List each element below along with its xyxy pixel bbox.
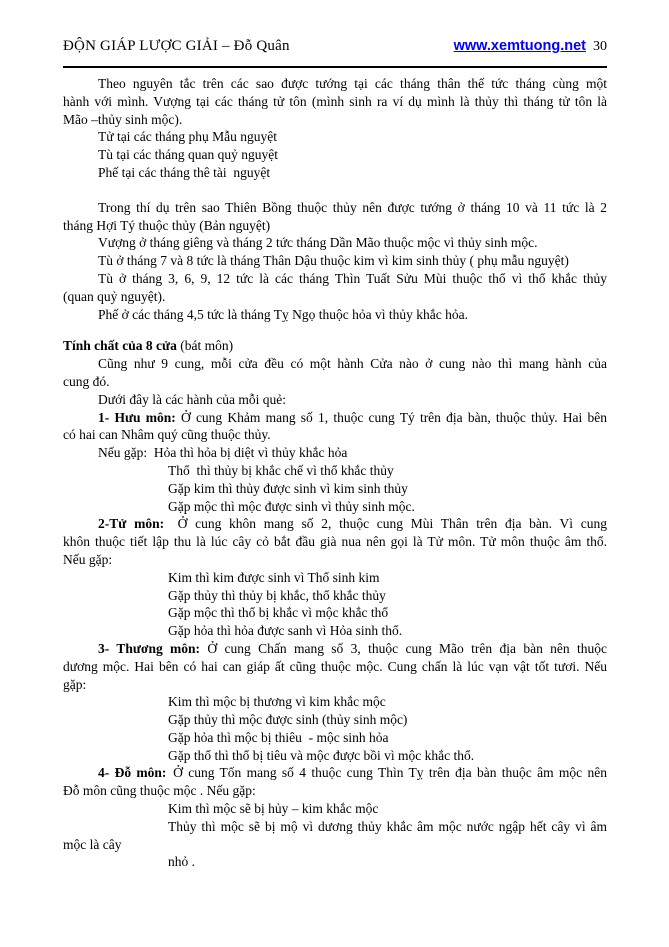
item-label: 1- Hưu môn:: [98, 409, 176, 425]
header-right: [454, 36, 607, 57]
paragraph-line: Vượng ở tháng giêng và tháng 2 tức tháng Dần Mão thuộc mộc vì thủy sinh mộc.: [98, 235, 538, 251]
page-number: 30: [593, 39, 607, 54]
header-title: ĐỘN GIÁP LƯỢC GIẢI – Đỗ Quân: [63, 38, 290, 54]
list-line: Thổ thì thủy bị khắc chế vì thổ khắc thủy: [168, 462, 394, 478]
list-line: Kim thì kim được sinh vì Thổ sinh kim: [168, 569, 380, 585]
list-line: Nếu gặp: Hỏa thì hỏa bị diệt vì thủy khắc hỏa: [98, 445, 348, 461]
paragraph-line: Dưới đây là các hành của mỗi quẻ:: [98, 391, 287, 407]
item-do-mon-line: [63, 764, 607, 782]
blank-line: [63, 182, 607, 199]
list-line: Gặp hỏa thì mộc bị thiêu - mộc sinh hỏa: [168, 729, 389, 745]
item-label: 4- Đỗ môn:: [98, 765, 167, 781]
paragraph-line: khôn thuộc tiết lập thu là lúc cây cỏ bắt đầu già nua nên gọi là Tử môn. Tử môn thuộc âm thổ.: [63, 534, 607, 550]
list-line: Gặp thủy thì mộc được sinh (thủy sinh mộc): [168, 712, 408, 728]
paragraph-line: nhỏ .: [168, 854, 195, 870]
paragraph-line: gặp:: [63, 676, 87, 692]
paragraph-line: Theo nguyên tắc trên các sao được tướng tại các tháng thân thế tức tháng cùng một: [98, 76, 607, 91]
paragraph-line: hành với mình. Vượng tại các tháng tử tôn (mình sinh ra ví dụ mình là thủy thì tháng tử tôn là: [63, 93, 607, 109]
blank-line: [63, 323, 607, 337]
item-huu-mon-line: [63, 409, 607, 427]
list-line: Tử tại các tháng phụ Mẫu nguyệt: [98, 129, 278, 145]
paragraph-line: Tù ở tháng 3, 6, 9, 12 tức là các tháng Thìn Tuất Sửu Mùi thuộc thổ vì thổ khắc thủy: [98, 270, 607, 286]
paragraph-line: tháng Hợi Tý thuộc thủy (Bản nguyệt): [63, 217, 271, 233]
list-line: Kim thì mộc sẽ bị hủy – kim khắc mộc: [168, 801, 379, 817]
list-line: Tù tại các tháng quan quỷ nguyệt: [98, 147, 278, 163]
paragraph-line: dương mộc. Hai bên có hai can giáp ất cũng thuộc mộc. Cung chấn là lúc vạn vật tốt tươi. Nếu: [63, 658, 607, 674]
header-divider: [63, 66, 607, 68]
item-text: Ở cung Chấn mang số 3, thuộc cung Mão trên địa bàn nên thuộc: [200, 640, 608, 656]
paragraph-line: Phế ở các tháng 4,5 tức là tháng Tỵ Ngọ thuộc hỏa vì thủy khắc hỏa.: [98, 306, 468, 322]
paragraph-line: Đỗ môn cũng thuộc mộc . Nếu gặp:: [63, 783, 256, 799]
page-header: [63, 36, 607, 57]
list-line: Gặp mộc thì thổ bị khắc vì mộc khắc thổ: [168, 605, 389, 621]
section-heading: [63, 337, 607, 355]
item-thuong-mon-line: [63, 640, 607, 658]
paragraph-line: Thủy thì mộc sẽ bị mộ vì dương thủy khắc âm mộc nước ngập hết cây vì âm: [168, 818, 607, 834]
section-heading-bold: Tính chất của 8 cửa: [63, 338, 177, 354]
item-label: 3- Thương môn:: [98, 640, 201, 656]
item-text: Ở cung Khảm mang số 1, thuộc cung Tý trên địa bàn, thuộc thủy. Hai bên: [175, 409, 608, 425]
section-heading-suffix: (bát môn): [176, 338, 234, 354]
item-tu-mon-line: [63, 515, 607, 533]
paragraph-line: Trong thí dụ trên sao Thiên Bồng thuộc thủy nên được tướng ở tháng 10 và 11 tức là 2: [98, 199, 607, 215]
paragraph-line: Mão –thủy sinh mộc).: [63, 111, 183, 127]
list-line: Kim thì mộc bị thương vì kim khắc mộc: [168, 694, 386, 710]
list-line: Gặp kim thì thủy được sinh vì kim sinh thủy: [168, 480, 408, 496]
item-label: 2-Tử môn:: [98, 516, 165, 532]
paragraph-line: Nếu gặp:: [63, 551, 113, 567]
list-line: Gặp hỏa thì hỏa được sanh vì Hỏa sinh thổ.: [168, 623, 403, 639]
paragraph-line: Tù ở tháng 7 và 8 tức là tháng Thân Dậu thuộc kim vì kim sinh thủy ( phụ mẫu nguyệt): [98, 253, 569, 269]
paragraph-line: Cũng như 9 cung, mỗi cửa đều có một hành Cửa nào ở cung nào thì mang hành của: [98, 356, 607, 372]
item-text: Ở cung khôn mang số 2, thuộc cung Mùi Thân trên địa bàn. Vì cung: [164, 516, 607, 532]
paragraph-line: cung đó.: [63, 373, 110, 389]
list-line: Gặp thổ thì thổ bị tiêu và mộc được bồi vì mộc khắc thổ.: [168, 747, 475, 763]
paragraph-line: mộc là cây: [63, 836, 122, 852]
website-link[interactable]: www.xemtuong.net: [453, 38, 586, 54]
list-line: Gặp mộc thì mộc được sinh vì thủy sinh mộc.: [168, 498, 415, 514]
list-line: Gặp thủy thì thủy bị khắc, thổ khắc thủy: [168, 587, 386, 603]
paragraph-line: có hai can Nhâm quý cũng thuộc thủy.: [63, 427, 271, 443]
item-text: Ở cung Tốn mang số 4 thuộc cung Thìn Tỵ trên địa bàn thuộc âm mộc nên: [166, 765, 607, 781]
document-body: [63, 75, 607, 871]
list-line: Phế tại các tháng thê tài nguyệt: [98, 164, 271, 180]
paragraph-line: (quan quỷ nguyệt).: [63, 288, 166, 304]
